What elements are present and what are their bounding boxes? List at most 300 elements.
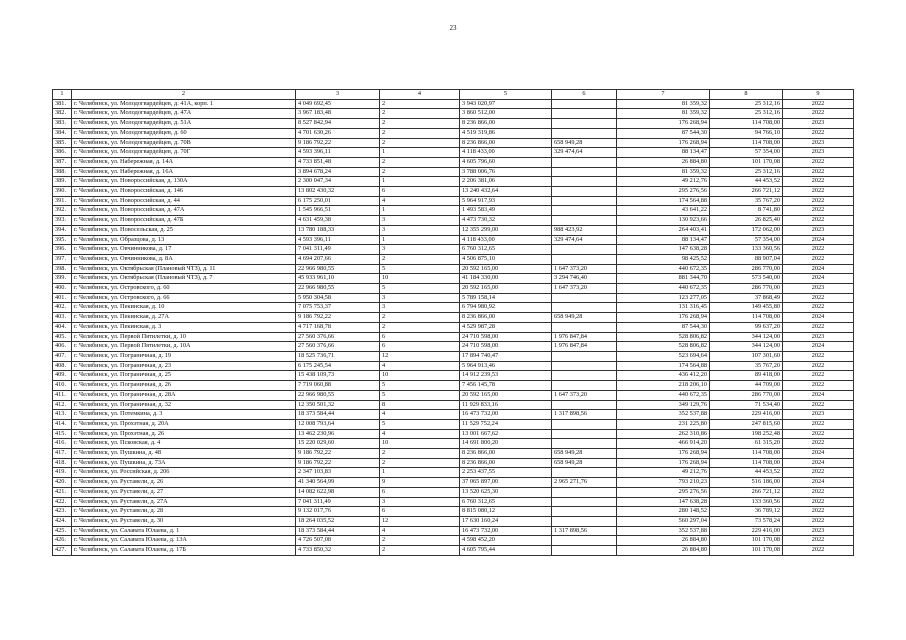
table-cell: 24 710 598,00 xyxy=(460,342,552,352)
table-cell xyxy=(552,507,617,517)
table-cell: 5 xyxy=(380,419,460,429)
table-cell: 15 438 109,73 xyxy=(296,371,380,381)
table-cell: 388. xyxy=(53,167,72,177)
table-cell: 99 637,20 xyxy=(710,322,783,332)
table-cell: 426. xyxy=(53,536,72,546)
table-cell: 2 206 381,06 xyxy=(460,177,552,187)
table-cell: 3 967 183,48 xyxy=(296,109,380,119)
table-cell: 174 564,88 xyxy=(617,361,710,371)
table-cell: 37 065 897,00 xyxy=(460,478,552,488)
column-number-row xyxy=(53,90,854,100)
table-cell: 81 359,32 xyxy=(617,109,710,119)
table-cell: 27 560 376,66 xyxy=(296,342,380,352)
table-cell: 384. xyxy=(53,128,72,138)
table-cell: 131 316,45 xyxy=(617,303,710,313)
column-number: 7 xyxy=(617,90,710,100)
table-cell: 411. xyxy=(53,390,72,400)
table-cell: г. Челябинск, ул. Пограничная, д. 32 xyxy=(72,400,296,410)
table-cell: 8 236 866,00 xyxy=(460,313,552,323)
column-number: 1 xyxy=(53,90,72,100)
table-row xyxy=(53,225,854,235)
table-cell: 149 455,80 xyxy=(710,303,783,313)
table-cell: 5 xyxy=(380,381,460,391)
table-cell xyxy=(552,187,617,197)
table-cell: 11 929 833,16 xyxy=(460,400,552,410)
table-cell: 9 186 792,22 xyxy=(296,449,380,459)
table-cell: 2022 xyxy=(783,439,854,449)
table-cell: 4 519 319,86 xyxy=(460,128,552,138)
table-cell: г. Челябинск, ул. Набережная, д. 14А xyxy=(72,157,296,167)
table-cell: 436 412,20 xyxy=(617,371,710,381)
table-cell: 17 894 740,47 xyxy=(460,351,552,361)
table-cell: 123 277,05 xyxy=(617,293,710,303)
table-cell: 1 317 898,56 xyxy=(552,526,617,536)
table-cell: 2022 xyxy=(783,177,854,187)
table-cell: 13 240 432,64 xyxy=(460,187,552,197)
table-cell: 414. xyxy=(53,419,72,429)
table-cell: 20 592 165,00 xyxy=(460,390,552,400)
table-cell: 15 220 029,60 xyxy=(296,439,380,449)
table-cell xyxy=(552,497,617,507)
table-cell: 280 148,52 xyxy=(617,507,710,517)
table-row xyxy=(53,206,854,216)
table-cell: 9 186 792,22 xyxy=(296,458,380,468)
table-cell: 2 xyxy=(380,109,460,119)
table-row xyxy=(53,410,854,420)
column-number: 9 xyxy=(783,90,854,100)
table-cell: г. Челябинск, ул. Пекинская, д. 10 xyxy=(72,303,296,313)
table-cell: 13 802 430,32 xyxy=(296,187,380,197)
table-cell: 114 708,00 xyxy=(710,449,783,459)
table-cell: 2 xyxy=(380,128,460,138)
table-row xyxy=(53,119,854,129)
table-cell: 421. xyxy=(53,487,72,497)
table-cell: 352 537,88 xyxy=(617,526,710,536)
table-cell: 381. xyxy=(53,99,72,109)
column-number: 3 xyxy=(296,90,380,100)
table-cell: 2022 xyxy=(783,157,854,167)
table-cell: 389. xyxy=(53,177,72,187)
table-cell xyxy=(552,216,617,226)
buildings-table xyxy=(52,89,854,556)
table-cell: 133 360,56 xyxy=(710,497,783,507)
table-cell: 45 933 961,10 xyxy=(296,274,380,284)
table-row xyxy=(53,458,854,468)
table-row xyxy=(53,264,854,274)
table-cell: 2 xyxy=(380,458,460,468)
table-cell: 229 416,00 xyxy=(710,410,783,420)
table-cell: 3 294 746,40 xyxy=(552,274,617,284)
table-cell: 5 xyxy=(380,284,460,294)
table-cell: 4 473 730,32 xyxy=(460,216,552,226)
table-row xyxy=(53,381,854,391)
column-number: 5 xyxy=(460,90,552,100)
table-cell: 658 949,28 xyxy=(552,458,617,468)
table-cell: 399. xyxy=(53,274,72,284)
table-cell: 9 xyxy=(380,478,460,488)
table-cell: 4 717 168,78 xyxy=(296,322,380,332)
table-cell: 329 474,64 xyxy=(552,235,617,245)
table-row xyxy=(53,216,854,226)
table-cell: 25 312,16 xyxy=(710,109,783,119)
table-cell: г. Челябинск, ул. Салавата Юлаева, д. 13А xyxy=(72,536,296,546)
table-cell: 2022 xyxy=(783,381,854,391)
table-cell: 44 709,00 xyxy=(710,381,783,391)
table-cell: 18 525 736,71 xyxy=(296,351,380,361)
table-cell: 4 605 795,44 xyxy=(460,546,552,556)
table-cell: 466 914,20 xyxy=(617,439,710,449)
table-cell: 262 310,86 xyxy=(617,429,710,439)
table-cell: 2022 xyxy=(783,400,854,410)
table-cell: 3 xyxy=(380,245,460,255)
table-cell: 2024 xyxy=(783,264,854,274)
table-row xyxy=(53,507,854,517)
table-cell: 2023 xyxy=(783,148,854,158)
table-cell xyxy=(552,109,617,119)
table-cell: 218 206,10 xyxy=(617,381,710,391)
table-cell: 2022 xyxy=(783,468,854,478)
table-cell: 440 672,35 xyxy=(617,390,710,400)
table-cell: 147 638,28 xyxy=(617,245,710,255)
table-cell: 403. xyxy=(53,313,72,323)
table-cell: 395. xyxy=(53,235,72,245)
table-cell: 4 xyxy=(380,196,460,206)
table-cell: 528 806,82 xyxy=(617,342,710,352)
table-cell: 6 xyxy=(380,507,460,517)
table-cell: г. Челябинск, ул. Пограничная, д. 23 xyxy=(72,361,296,371)
table-row xyxy=(53,390,854,400)
table-cell: 7 456 145,78 xyxy=(460,381,552,391)
table-row xyxy=(53,109,854,119)
table-cell: 401. xyxy=(53,293,72,303)
table-cell: 390. xyxy=(53,187,72,197)
table-cell: 2 xyxy=(380,449,460,459)
table-cell: 26 884,80 xyxy=(617,157,710,167)
table-cell xyxy=(552,177,617,187)
table-cell: 2022 xyxy=(783,167,854,177)
table-cell: 4 xyxy=(380,429,460,439)
table-cell: 176 268,94 xyxy=(617,458,710,468)
table-cell: 4 049 692,45 xyxy=(296,99,380,109)
table-cell: 1 493 583,49 xyxy=(460,206,552,216)
table-cell xyxy=(552,196,617,206)
table-cell: 2024 xyxy=(783,342,854,352)
table-row xyxy=(53,313,854,323)
table-cell: 35 767,20 xyxy=(710,361,783,371)
table-cell: 10 xyxy=(380,439,460,449)
table-row xyxy=(53,497,854,507)
table-row xyxy=(53,274,854,284)
table-cell: 405. xyxy=(53,332,72,342)
table-cell: 2022 xyxy=(783,293,854,303)
table-cell: 22 966 980,55 xyxy=(296,264,380,274)
table-cell: г. Челябинск, ул. Российская, д. 206 xyxy=(72,468,296,478)
table-cell: 1 xyxy=(380,206,460,216)
table-cell: г. Челябинск, ул. Руставели, д. 27 xyxy=(72,487,296,497)
table-cell: 61 315,20 xyxy=(710,439,783,449)
table-cell: 523 694,64 xyxy=(617,351,710,361)
table-cell: 247 815,60 xyxy=(710,419,783,429)
table-cell: 101 170,08 xyxy=(710,157,783,167)
table-cell: 4 xyxy=(380,361,460,371)
table-cell: 2 xyxy=(380,119,460,129)
table-cell: 1 xyxy=(380,468,460,478)
table-row xyxy=(53,177,854,187)
table-cell: 419. xyxy=(53,468,72,478)
table-cell: 6 175 245,54 xyxy=(296,361,380,371)
table-cell: 2 xyxy=(380,536,460,546)
table-cell: 424. xyxy=(53,516,72,526)
table-cell: 406. xyxy=(53,342,72,352)
table-row xyxy=(53,138,854,148)
table-row xyxy=(53,284,854,294)
table-cell xyxy=(552,400,617,410)
table-cell: 12 350 501,32 xyxy=(296,400,380,410)
table-cell: 4 733 850,32 xyxy=(296,546,380,556)
table-cell: г. Челябинск, ул. Пограничная, д. 26 xyxy=(72,381,296,391)
table-cell: 2022 xyxy=(783,187,854,197)
table-row xyxy=(53,254,854,264)
table-cell: 176 268,94 xyxy=(617,138,710,148)
table-cell: г. Челябинск, ул. Прохэтная, д. 20А xyxy=(72,419,296,429)
table-cell: г. Челябинск, ул. Новороссийская, д. 47А xyxy=(72,206,296,216)
table-cell: 344 124,00 xyxy=(710,342,783,352)
table-cell: 286 770,00 xyxy=(710,284,783,294)
table-cell: 4 631 459,38 xyxy=(296,216,380,226)
table-row xyxy=(53,419,854,429)
table-cell: 382. xyxy=(53,109,72,119)
table-cell: 3 xyxy=(380,303,460,313)
table-cell: 415. xyxy=(53,429,72,439)
table-cell: 101 170,08 xyxy=(710,536,783,546)
table-cell xyxy=(552,99,617,109)
table-cell xyxy=(552,119,617,129)
table-cell: г. Челябинск, ул. Молодогвардейцев, д. 47А xyxy=(72,109,296,119)
table-cell: 7 041 311,49 xyxy=(296,497,380,507)
table-cell: 89 418,00 xyxy=(710,371,783,381)
table-cell: г. Челябинск, ул. Салавата Юлаева, д. 1 xyxy=(72,526,296,536)
table-cell: 352 537,88 xyxy=(617,410,710,420)
table-cell: 4 701 630,26 xyxy=(296,128,380,138)
table-cell: г. Челябинск, ул. Псковская, д. 4 xyxy=(72,439,296,449)
table-cell: 2023 xyxy=(783,119,854,129)
table-cell: 4 118 433,00 xyxy=(460,148,552,158)
table-cell xyxy=(552,322,617,332)
table-cell: 49 212,76 xyxy=(617,468,710,478)
table-cell: 1 545 966,51 xyxy=(296,206,380,216)
table-cell: 5 xyxy=(380,390,460,400)
table-cell: 2023 xyxy=(783,410,854,420)
table-cell: 2022 xyxy=(783,361,854,371)
table-cell: 176 268,94 xyxy=(617,449,710,459)
table-cell: 2023 xyxy=(783,225,854,235)
table-cell: 3 xyxy=(380,225,460,235)
table-cell: 1 647 373,20 xyxy=(552,284,617,294)
table-cell: г. Челябинск, ул. Молодогвардейцев, д. 70В xyxy=(72,138,296,148)
table-cell xyxy=(552,157,617,167)
table-cell: 8 236 866,00 xyxy=(460,138,552,148)
table-row xyxy=(53,245,854,255)
table-cell: 13 780 188,33 xyxy=(296,225,380,235)
table-cell: 7 719 060,88 xyxy=(296,381,380,391)
table-cell: 266 721,12 xyxy=(710,187,783,197)
table-row xyxy=(53,293,854,303)
table-cell: 18 264 035,52 xyxy=(296,516,380,526)
table-cell: г. Челябинск, ул. Островского, д. 66 xyxy=(72,293,296,303)
table-row xyxy=(53,400,854,410)
table-cell: 94 766,10 xyxy=(710,128,783,138)
table-cell: 10 xyxy=(380,371,460,381)
table-cell xyxy=(552,371,617,381)
table-row xyxy=(53,468,854,478)
table-cell: 81 359,32 xyxy=(617,167,710,177)
table-cell: 114 708,00 xyxy=(710,119,783,129)
table-cell: г. Челябинск, ул. Новороссийская, д. 47Б xyxy=(72,216,296,226)
table-cell: 440 672,35 xyxy=(617,284,710,294)
table-cell: 420. xyxy=(53,478,72,488)
table-cell: 16 473 732,00 xyxy=(460,526,552,536)
table-cell: 400. xyxy=(53,284,72,294)
table-cell: 385. xyxy=(53,138,72,148)
table-row xyxy=(53,187,854,197)
table-cell: 27 560 376,66 xyxy=(296,332,380,342)
table-cell: 1 976 847,84 xyxy=(552,332,617,342)
table-cell: 37 868,49 xyxy=(710,293,783,303)
table-cell: 396. xyxy=(53,245,72,255)
table-cell: 88 134,47 xyxy=(617,148,710,158)
table-cell: 3 943 020,97 xyxy=(460,99,552,109)
table-cell: 57 354,00 xyxy=(710,235,783,245)
table-row xyxy=(53,148,854,158)
table-cell: 4 xyxy=(380,410,460,420)
table-row xyxy=(53,351,854,361)
column-number: 8 xyxy=(710,90,783,100)
table-cell: 2022 xyxy=(783,429,854,439)
table-cell: г. Челябинск, ул. Пограничная, д. 28А xyxy=(72,390,296,400)
table-row xyxy=(53,99,854,109)
table-cell: 57 354,00 xyxy=(710,148,783,158)
column-number: 2 xyxy=(72,90,296,100)
table-cell: 2022 xyxy=(783,351,854,361)
table-cell: 3 860 512,00 xyxy=(460,109,552,119)
table-body xyxy=(53,90,854,556)
table-cell: 3 xyxy=(380,216,460,226)
table-cell: 2 xyxy=(380,322,460,332)
table-cell: 3 xyxy=(380,293,460,303)
table-cell: г. Челябинск, ул. Первой Пятилетки, д. 10А xyxy=(72,342,296,352)
table-cell: г. Челябинск, ул. Новороссийская, д. 146 xyxy=(72,187,296,197)
table-row xyxy=(53,157,854,167)
table-cell xyxy=(552,546,617,556)
table-cell: 2023 xyxy=(783,138,854,148)
table-row xyxy=(53,322,854,332)
table-cell: 4 598 452,20 xyxy=(460,536,552,546)
table-cell: 2022 xyxy=(783,109,854,119)
table-cell: 12 355 299,00 xyxy=(460,225,552,235)
table-cell: 4 506 875,10 xyxy=(460,254,552,264)
table-cell: 6 760 312,65 xyxy=(460,497,552,507)
table-cell: 87 544,30 xyxy=(617,322,710,332)
table-cell: 404. xyxy=(53,322,72,332)
table-cell: 35 767,20 xyxy=(710,196,783,206)
table-cell: 12 xyxy=(380,351,460,361)
table-cell xyxy=(552,351,617,361)
table-cell: 4 593 396,11 xyxy=(296,148,380,158)
table-cell: 17 630 160,24 xyxy=(460,516,552,526)
table-cell: 2024 xyxy=(783,235,854,245)
table-cell xyxy=(552,128,617,138)
table-cell: 516 186,00 xyxy=(710,478,783,488)
table-cell: г. Челябинск, ул. Первой Пятилетки, д. 10 xyxy=(72,332,296,342)
table-cell: 658 949,28 xyxy=(552,449,617,459)
table-cell: 130 923,66 xyxy=(617,216,710,226)
table-cell: г. Челябинск, ул. Молодогвардейцев, д. 51А xyxy=(72,119,296,129)
table-cell: г. Челябинск, ул. Набережная, д. 16А xyxy=(72,167,296,177)
table-cell xyxy=(552,439,617,449)
table-cell: 392. xyxy=(53,206,72,216)
table-cell: 410. xyxy=(53,381,72,391)
table-cell xyxy=(552,245,617,255)
table-cell: 5 xyxy=(380,264,460,274)
column-number: 4 xyxy=(380,90,460,100)
table-cell: 2022 xyxy=(783,206,854,216)
table-cell: 266 721,12 xyxy=(710,487,783,497)
table-row xyxy=(53,429,854,439)
table-cell: 3 788 006,76 xyxy=(460,167,552,177)
table-cell: 5 950 304,58 xyxy=(296,293,380,303)
table-cell xyxy=(552,167,617,177)
table-row xyxy=(53,196,854,206)
table-cell: 107 301,60 xyxy=(710,351,783,361)
table-cell: 2022 xyxy=(783,128,854,138)
table-cell: 2022 xyxy=(783,322,854,332)
table-cell: 440 672,35 xyxy=(617,264,710,274)
table-cell xyxy=(552,536,617,546)
table-cell: 26 825,40 xyxy=(710,216,783,226)
table-cell xyxy=(552,303,617,313)
table-cell: 43 641,22 xyxy=(617,206,710,216)
table-cell: 402. xyxy=(53,303,72,313)
table-cell: 114 708,00 xyxy=(710,313,783,323)
table-cell: 295 276,56 xyxy=(617,187,710,197)
table-row xyxy=(53,439,854,449)
table-cell: 25 312,16 xyxy=(710,167,783,177)
table-cell: 71 534,40 xyxy=(710,400,783,410)
table-cell: 398. xyxy=(53,264,72,274)
table-cell: 11 529 752,24 xyxy=(460,419,552,429)
table-cell: 2 xyxy=(380,254,460,264)
table-cell: 7 075 753,37 xyxy=(296,303,380,313)
table-cell: 295 276,56 xyxy=(617,487,710,497)
table-cell: 12 008 793,64 xyxy=(296,419,380,429)
table-cell: 4 529 987,28 xyxy=(460,322,552,332)
table-cell: г. Челябинск, ул. Прохэтная, д. 26 xyxy=(72,429,296,439)
table-cell: 133 360,56 xyxy=(710,245,783,255)
table-cell: 2 xyxy=(380,546,460,556)
table-row xyxy=(53,235,854,245)
table-cell: 2022 xyxy=(783,497,854,507)
table-cell: 1 xyxy=(380,148,460,158)
table-cell: 5 789 158,14 xyxy=(460,293,552,303)
table-cell: 397. xyxy=(53,254,72,264)
table-cell: 1 647 373,20 xyxy=(552,264,617,274)
table-cell: 73 578,24 xyxy=(710,516,783,526)
table-cell xyxy=(552,487,617,497)
table-cell xyxy=(552,254,617,264)
table-cell: 3 xyxy=(380,497,460,507)
table-cell: 560 297,04 xyxy=(617,516,710,526)
table-cell: 22 966 980,55 xyxy=(296,284,380,294)
